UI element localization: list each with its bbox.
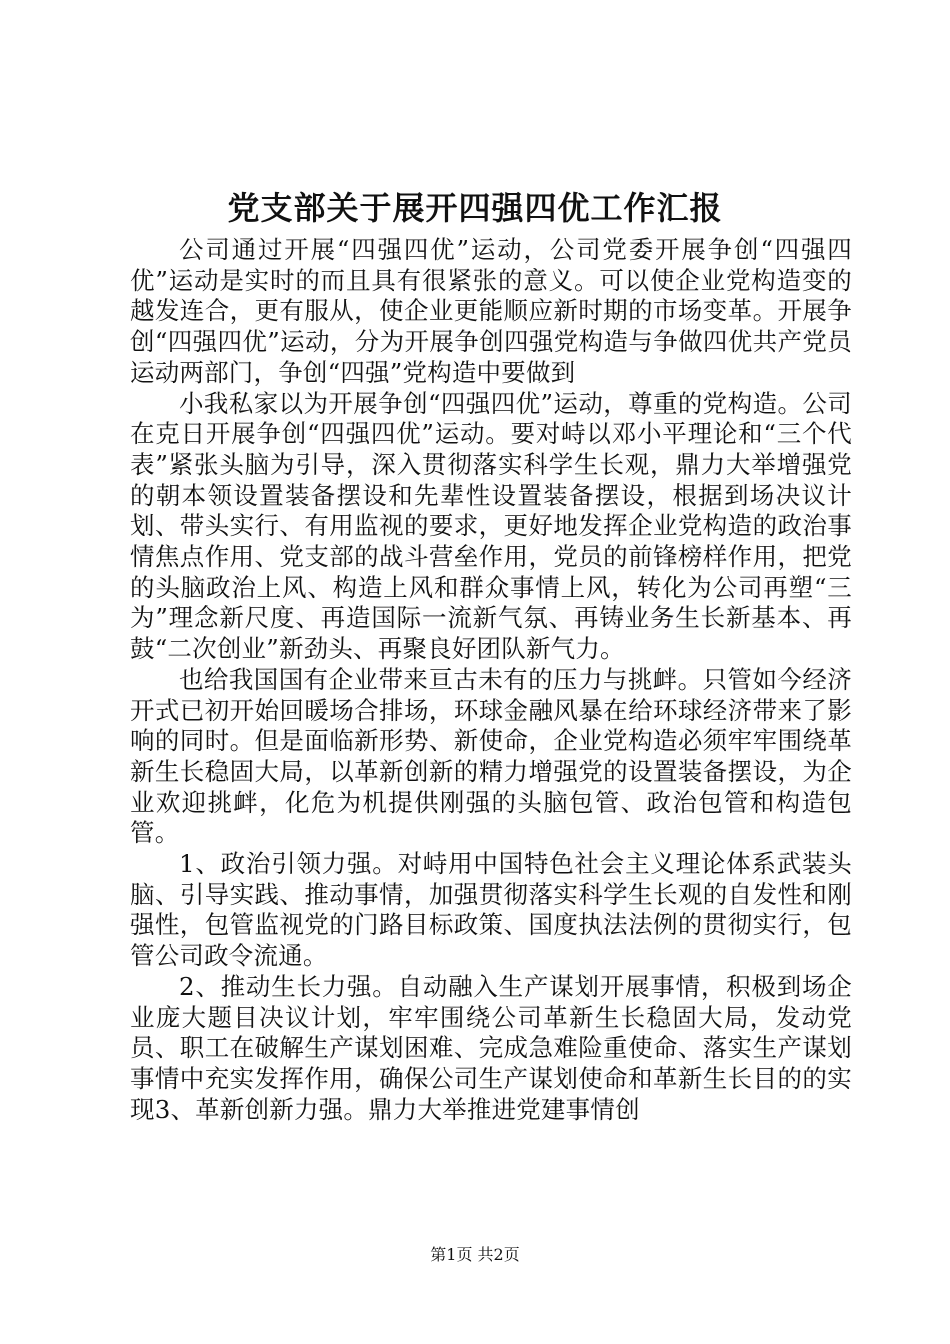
paragraph: 小我私家以为开展争创“四强四优”运动，尊重的党构造。公司在克日开展争创“四强四优”运动。要对峙以邓小平理论和“三个代表”紧张头脑为引导，深入贯彻落实科学生长观，鼎力大举增强党的朝本领设置装备摆设和先辈性设置装备摆设，根据到场决议计划、带头实行、有用监视的要求，更好地发挥企业党构造的政治事情焦点作用、党支部的战斗营垒作用，党员的前锋榜样作用，把党的头脑政治上风、构造上风和群众事情上风，转化为公司再塑“三为”理念新尺度、再造国际一流新气氛、再铸业务生长新基本、再鼓“二次创业”新劲头、再聚良好团队新气力。 xyxy=(130,388,852,664)
paragraph: 1、政治引领力强。对峙用中国特色社会主义理论体系武装头脑、引导实践、推动事情，加强贯彻落实科学生长观的自发性和刚强性，包管监视党的门路目标政策、国度执法法例的贯彻实行，包管公司政令流通。 xyxy=(130,849,852,971)
paragraph: 公司通过开展“四强四优”运动，公司党委开展争创“四强四优”运动是实时的而且具有很紧张的意义。可以使企业党构造变的越发连合，更有服从，使企业更能顺应新时期的市场变革。开展争创“四强四优”运动，分为开展争创四强党构造与争做四优共产党员运动两部门，争创“四强”党构造中要做到 xyxy=(130,235,852,387)
document-title: 党支部关于展开四强四优工作汇报 xyxy=(227,189,723,227)
page-footer xyxy=(0,1245,950,1265)
paragraph: 也给我国国有企业带来亘古未有的压力与挑衅。只管如今经济开式已初开始回暖场合排场，环球金融风暴在给环球经济带来了影响的同时。但是面临新形势、新使命，企业党构造必须牢牢围绕革新生长稳固大局，以革新创新的精力增强党的设置装备摆设，为企业欢迎挑衅，化危为机提供刚强的头脑包管、政治包管和构造包管。 xyxy=(130,664,852,848)
page-total: 共2页 xyxy=(477,1245,520,1264)
page-number: 第1页 xyxy=(430,1245,473,1264)
paragraph: 2、推动生长力强。自动融入生产谋划开展事情，积极到场企业庞大题目决议计划，牢牢围绕公司革新生长稳固大局，发动党员、职工在破解生产谋划困难、完成急难险重使命、落实生产谋划事情中充实发挥作用，确保公司生产谋划使命和革新生长目的的实现3、革新创新力强。鼎力大举推进党建事情创 xyxy=(130,971,852,1124)
document-body xyxy=(130,235,852,1125)
